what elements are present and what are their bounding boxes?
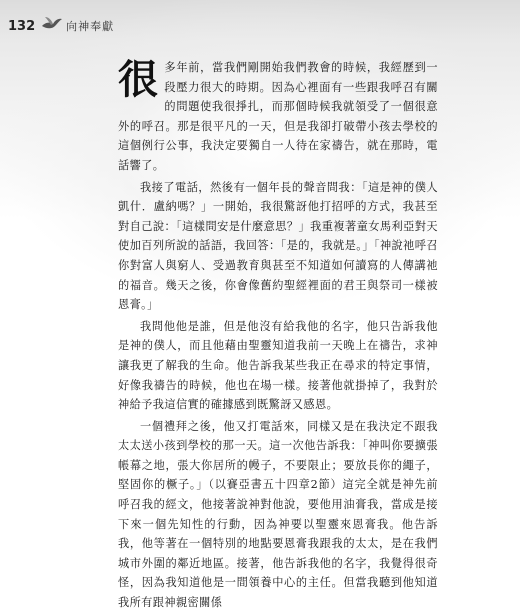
paragraph-2: 我接了電話，然後有一個年長的聲音問我：「這是神的僕人凱什．盧納嗎？」一開始，我很驚訝他打招呼的方式，我甚至對自己說：「這樣問安是什麼意思？」我重複著童女馬利亞對天使加百列所說的話語，我回答：「是的，我就是。」「神說祂呼召你對富人與窮人、受過教育與甚至不知道如何讀寫的人傳講祂的福音。幾天之後，你會像舊約聖經裡面的君王與祭司一樣被恩膏。」 xyxy=(118,180,438,312)
page-header xyxy=(8,14,308,38)
paragraph-4: 一個禮拜之後，他又打電話來，同樣又是在我決定不跟我太太送小孩到學校的那一天。這一次他告訴我：「神叫你要擴張帳幕之地，張大你居所的幔子，不要限止；要放長你的繩子，堅固你的橛子。」（以賽亞書五十四章2節）這完全就是神先前呼召我的經文，他接著說神對他說，要他用油膏我，當成是接下來一個先知性的行動，因為神要以聖靈來恩膏我。他告訴我，他等著在一個特別的地點要恩膏我跟我的太太，是在我們城市外圍的鄰近地區。接著，他告訴我他的名字，我覺得很奇怪，因為我知道他是一間領養中心的主任。但當我聽到他知道我所有跟神親密關係 xyxy=(118,419,438,610)
body-text xyxy=(118,58,438,615)
drop-cap: 很 xyxy=(118,56,159,103)
book-title: 向神奉獻 xyxy=(66,20,115,33)
dove-icon xyxy=(41,16,63,36)
paragraph-1 xyxy=(118,58,438,176)
paragraph-1-text: 多年前，當我們剛開始我們教會的時候，我經歷到一段壓力很大的時期。因為心裡面有一些跟我呼召有關的問題使我很掙扎，而那個時候我就領受了一個很意外的呼召。那是很平凡的一天，但是我卻打破帶小孩去學校的這個例行公事，我決定要獨自一人待在家禱告，就在那時，電話響了。 xyxy=(118,61,438,172)
page-number: 132 xyxy=(8,18,36,34)
paragraph-3: 我問他他是誰，但是他沒有給我他的名字，他只告訴我他是神的僕人，而且他藉由聖靈知道我前一天晚上在禱告，求神讓我更了解我的生命。他告訴我某些我正在尋求的特定事情，好像我禱告的時候，他也在場一樣。接著他就掛掉了，我對於神給予我這信實的確據感到既驚訝又感恩。 xyxy=(118,319,438,412)
